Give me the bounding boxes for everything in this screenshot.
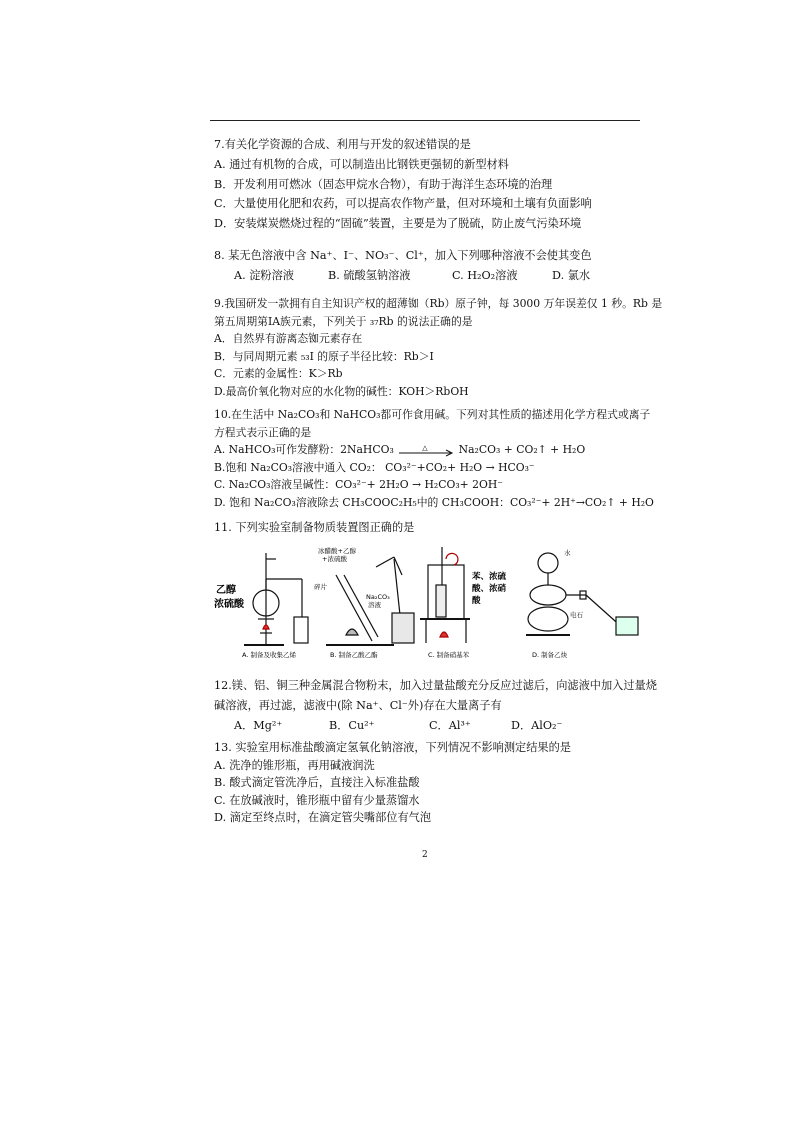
question-7-stem: 7.有关化学资源的合成、利用与开发的叙述错误的是 bbox=[214, 138, 471, 151]
question-10-option-d: D. 饱和 Na₂CO₃溶液除去 CH₃COOC₂H₅中的 CH₃COOH：CO₃²⁻+ 2H⁺→CO₂↑ + H₂O bbox=[214, 495, 654, 509]
question-12-options bbox=[214, 716, 644, 736]
question-8-option-d: D. 氯水 bbox=[552, 268, 591, 282]
apparatus-c-label-line-3: 酸 bbox=[472, 596, 481, 606]
question-9-option-d: D.最高价氧化物对应的水化物的碱性：KOH＞RbOH bbox=[214, 384, 469, 398]
question-9-option-b: B．与同周期元素 ₅₃I 的原子半径比较：Rb＞I bbox=[214, 349, 434, 363]
question-12-option-c: C．Al³⁺ bbox=[429, 718, 471, 732]
question-12-stem-line-2: 碱溶液，再过滤，滤液中(除 Na⁺、Cl⁻外)存在大量离子有 bbox=[214, 698, 502, 712]
apparatus-a-diagram bbox=[244, 553, 308, 645]
question-8-option-a: A. 淀粉溶液 bbox=[234, 268, 294, 282]
apparatus-d-diagram bbox=[526, 553, 638, 635]
question-13 bbox=[214, 739, 644, 827]
question-13-option-a: A. 洗净的锥形瓶，再用碱液润洗 bbox=[214, 758, 375, 772]
question-10-option-b: B.饱和 Na₂CO₃溶液中通入 CO₂： CO₃²⁻+CO₂+ H₂O → HCO₃⁻ bbox=[214, 460, 535, 474]
question-7 bbox=[214, 135, 644, 234]
question-10-stem-line-2: 方程式表示正确的是 bbox=[214, 425, 312, 439]
question-9-option-c: C．元素的金属性：K＞Rb bbox=[214, 367, 343, 381]
question-10-option-a-reactant: A. NaHCO₃可作发酵粉：2NaHCO₃ bbox=[214, 443, 394, 457]
heat-condition-label: △ bbox=[422, 444, 428, 453]
question-8-option-b: B. 硫酸氢钠溶液 bbox=[328, 268, 411, 282]
page-number: 2 bbox=[422, 850, 428, 860]
question-8-option-c: C. H₂O₂溶液 bbox=[452, 268, 518, 282]
question-9-stem-line-1: 9.我国研发一款拥有自主知识产权的超薄铷（Rb）原子钟，每 3000 万年误差仅 1 秒。Rb 是 bbox=[214, 297, 663, 310]
apparatus-c-label-line-1: 苯、浓硫 bbox=[472, 572, 507, 582]
apparatus-d-label-water: 水 bbox=[564, 549, 571, 557]
question-12-option-a: A．Mg²⁺ bbox=[234, 718, 283, 732]
question-8 bbox=[214, 246, 644, 286]
question-13-stem: 13. 实验室用标准盐酸滴定氢氧化钠溶液，下列情况不影响测定结果的是 bbox=[214, 741, 571, 754]
question-13-option-b: B. 酸式滴定管洗净后，直接注入标准盐酸 bbox=[214, 776, 420, 790]
apparatus-b-label-sulfuric: +浓硫酸 bbox=[322, 555, 347, 563]
apparatus-b-label-reagents: 冰醋酸+乙醇 bbox=[318, 547, 356, 555]
apparatus-d-label-calcium-carbide: 电石 bbox=[570, 611, 583, 619]
question-9-option-a: A．自然界有游离态铷元素存在 bbox=[214, 332, 363, 346]
question-12-option-b: B．Cu²⁺ bbox=[329, 718, 375, 732]
question-12-option-d: D．AlO₂⁻ bbox=[511, 718, 563, 732]
apparatus-b-caption: B. 制备乙酸乙酯 bbox=[330, 651, 378, 659]
apparatus-c-caption: C. 制备硝基苯 bbox=[428, 651, 470, 659]
apparatus-c-label-line-2: 酸、浓硝 bbox=[472, 584, 507, 594]
question-7-option-c: C．大量使用化肥和农药，可以提高农作物产量，但对环境和土壤有负面影响 bbox=[214, 197, 592, 211]
question-13-option-d: D. 滴定至终点时，在滴定管尖嘴部位有气泡 bbox=[214, 811, 432, 825]
question-11 bbox=[214, 518, 644, 538]
question-13-option-c: C. 在放碱液时，锥形瓶中留有少量蒸馏水 bbox=[214, 793, 420, 807]
apparatus-b-label-chips: 碎片 bbox=[314, 583, 327, 591]
question-7-option-b: B．开发利用可燃冰（固态甲烷水合物），有助于海洋生态环境的治理 bbox=[214, 177, 553, 191]
reaction-arrow-icon bbox=[397, 443, 455, 457]
apparatus-c-diagram bbox=[420, 547, 470, 643]
apparatus-d-caption: D. 制备乙炔 bbox=[532, 651, 568, 659]
question-9-stem-line-2: 第五周期第ⅠA族元素，下列关于 ₃₇Rb 的说法正确的是 bbox=[214, 314, 473, 328]
question-10-option-a-product: Na₂CO₃ + CO₂↑ + H₂O bbox=[458, 443, 586, 457]
question-12-stem-line-1: 12.镁、铝、铜三种金属混合物粉末，加入过量盐酸充分反应过滤后，向滤液中加入过量烧 bbox=[214, 679, 657, 692]
header-rule bbox=[210, 120, 640, 121]
question-10-option-a bbox=[214, 441, 644, 459]
question-8-options bbox=[214, 266, 644, 286]
question-7-option-d: D．安装煤炭燃烧过程的“固硫”装置，主要是为了脱硫，防止废气污染环境 bbox=[214, 217, 582, 231]
apparatus-a-caption: A. 制备及收集乙烯 bbox=[242, 651, 296, 659]
question-10 bbox=[214, 406, 654, 512]
apparatus-a-label-ethanol: 乙醇 bbox=[216, 585, 236, 596]
question-10-stem-line-1: 10.在生活中 Na₂CO₃和 NaHCO₃都可作食用碱。下列对其性质的描述用化学方程式或离子 bbox=[214, 408, 651, 421]
question-8-stem: 8. 某无色溶液中含 Na⁺、I⁻、NO₃⁻、Cl⁺，加入下列哪种溶液不会使其变色 bbox=[214, 249, 592, 262]
apparatus-b-label-na2co3: Na₂CO₃ bbox=[366, 593, 390, 601]
question-7-option-a: A. 通过有机物的合成，可以制造出比钢铁更强韧的新型材料 bbox=[214, 157, 509, 171]
question-9 bbox=[214, 295, 663, 401]
lab-apparatus-figure bbox=[214, 545, 644, 665]
question-11-stem: 11. 下列实验室制备物质装置图正确的是 bbox=[214, 521, 415, 534]
apparatus-b-label-solution: 溶液 bbox=[368, 601, 381, 609]
apparatus-a-label-sulfuric-acid: 浓硫酸 bbox=[214, 599, 244, 610]
question-10-option-c: C. Na₂CO₃溶液呈碱性：CO₃²⁻+ 2H₂O → H₂CO₃+ 2OH⁻ bbox=[214, 478, 503, 492]
question-12 bbox=[214, 676, 657, 735]
